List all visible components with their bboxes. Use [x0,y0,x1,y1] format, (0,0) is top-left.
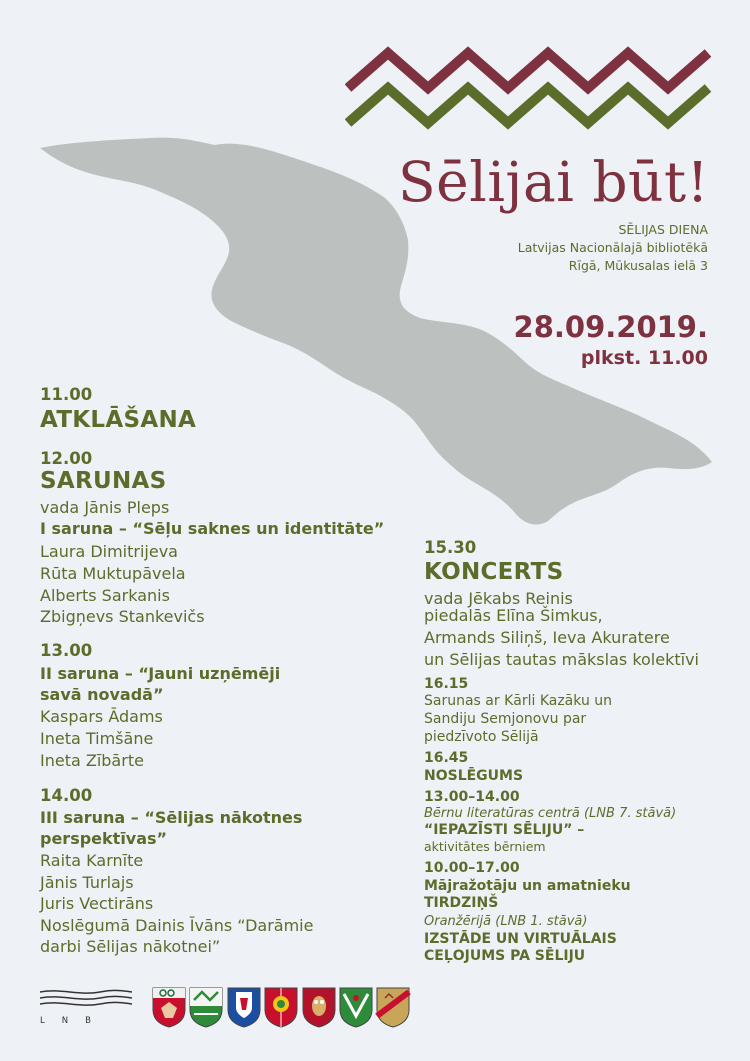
crest-7-icon [375,986,411,1028]
talk3-closing-line1: Noslēgumā Dainis Īvāns “Darāmie [40,916,314,935]
talks-title: SARUNAS [40,468,167,494]
crest-3-icon [226,986,262,1028]
conversation-line: piedzīvoto Sēlijā [424,729,539,745]
closing-time: 16.45 [424,750,469,766]
conversation-time: 16.15 [424,676,469,692]
address: Rīgā, Mūkusalas ielā 3 [568,258,708,273]
crest-6-icon [338,986,374,1028]
concert-line: vada Jēkabs Reinis [424,589,573,608]
event-name: SĒLIJAS DIENA [618,222,708,237]
fair-location: Oranžērijā (LNB 1. stāvā) [424,914,588,929]
talks-host: vada Jānis Pleps [40,498,170,517]
talk3-closing-line2: darbi Sēlijas nākotnei” [40,937,221,956]
conversation-line: Sandiju Semjonovu par [424,711,587,727]
kids-subtitle: aktivitātes bērniem [424,839,546,854]
fair-time: 10.00–17.00 [424,860,520,876]
talk2-title-line1: II saruna – “Jauni uzņēmēji [40,664,281,683]
kids-time: 13.00–14.00 [424,789,520,805]
venue: Latvijas Nacionālajā bibliotēkā [517,240,708,255]
concert-line: Armands Siliņš, Ieva Akuratere [424,628,670,647]
talk3-speaker: Juris Vectirāns [40,894,154,913]
exhibit-line: CEĻOJUMS PA SĒLIJU [424,948,586,964]
crest-5-icon [301,986,337,1028]
crest-1-icon [151,986,187,1028]
talk1-title: I saruna – “Sēļu saknes un identitāte” [40,519,385,538]
exhibit-line: IZSTĀDE UN VIRTUĀLAIS [424,931,617,947]
talk2-time: 13.00 [40,641,93,660]
talk3-title-line2: perspektīvas” [40,829,168,848]
zigzag-ornament [345,40,715,135]
talk2-speaker: Kaspars Ādams [40,707,163,726]
lnb-logo-icon [40,988,132,1010]
concert-line: piedalās Elīna Šimkus, [424,606,603,625]
conversation-line: Sarunas ar Kārli Kazāku un [424,693,613,709]
crest-2-icon [188,986,224,1028]
fair-line: Mājražotāju un amatnieku [424,878,631,894]
lnb-logo-text: LNB [40,1016,108,1026]
talk3-time: 14.00 [40,786,93,805]
crest-4-icon [263,986,299,1028]
talk1-speaker: Alberts Sarkanis [40,586,170,605]
start-time: plkst. 11.00 [580,347,708,369]
concert-time: 15.30 [424,538,477,557]
talk1-speaker: Laura Dimitrijeva [40,542,178,561]
opening-title: ATKLĀŠANA [40,407,197,433]
concert-line: un Sēlijas tautas mākslas kolektīvi [424,650,699,669]
concert-title: KONCERTS [424,559,564,585]
fair-line: TIRDZIŅŠ [424,895,499,911]
closing-title: NOSLĒGUMS [424,768,524,784]
talk3-speaker: Jānis Turlajs [40,873,134,892]
opening-time: 11.00 [40,385,93,404]
event-date: 28.09.2019. [513,310,708,344]
talk2-title-line2: savā novadā” [40,685,164,704]
talks-time: 12.00 [40,449,93,468]
talk1-speaker: Rūta Muktupāvela [40,564,186,583]
page-title: Sēlijai būt! [398,150,710,214]
talk1-speaker: Zbigņevs Stankevičs [40,607,205,626]
talk2-speaker: Ineta Timšāne [40,729,154,748]
talk3-title-line1: III saruna – “Sēlijas nākotnes [40,808,303,827]
kids-title: “IEPAZĪSTI SĒLIJU” – [424,822,585,838]
talk3-speaker: Raita Karnīte [40,851,144,870]
kids-location: Bērnu literatūras centrā (LNB 7. stāvā) [424,806,677,821]
talk2-speaker: Ineta Zībārte [40,751,144,770]
